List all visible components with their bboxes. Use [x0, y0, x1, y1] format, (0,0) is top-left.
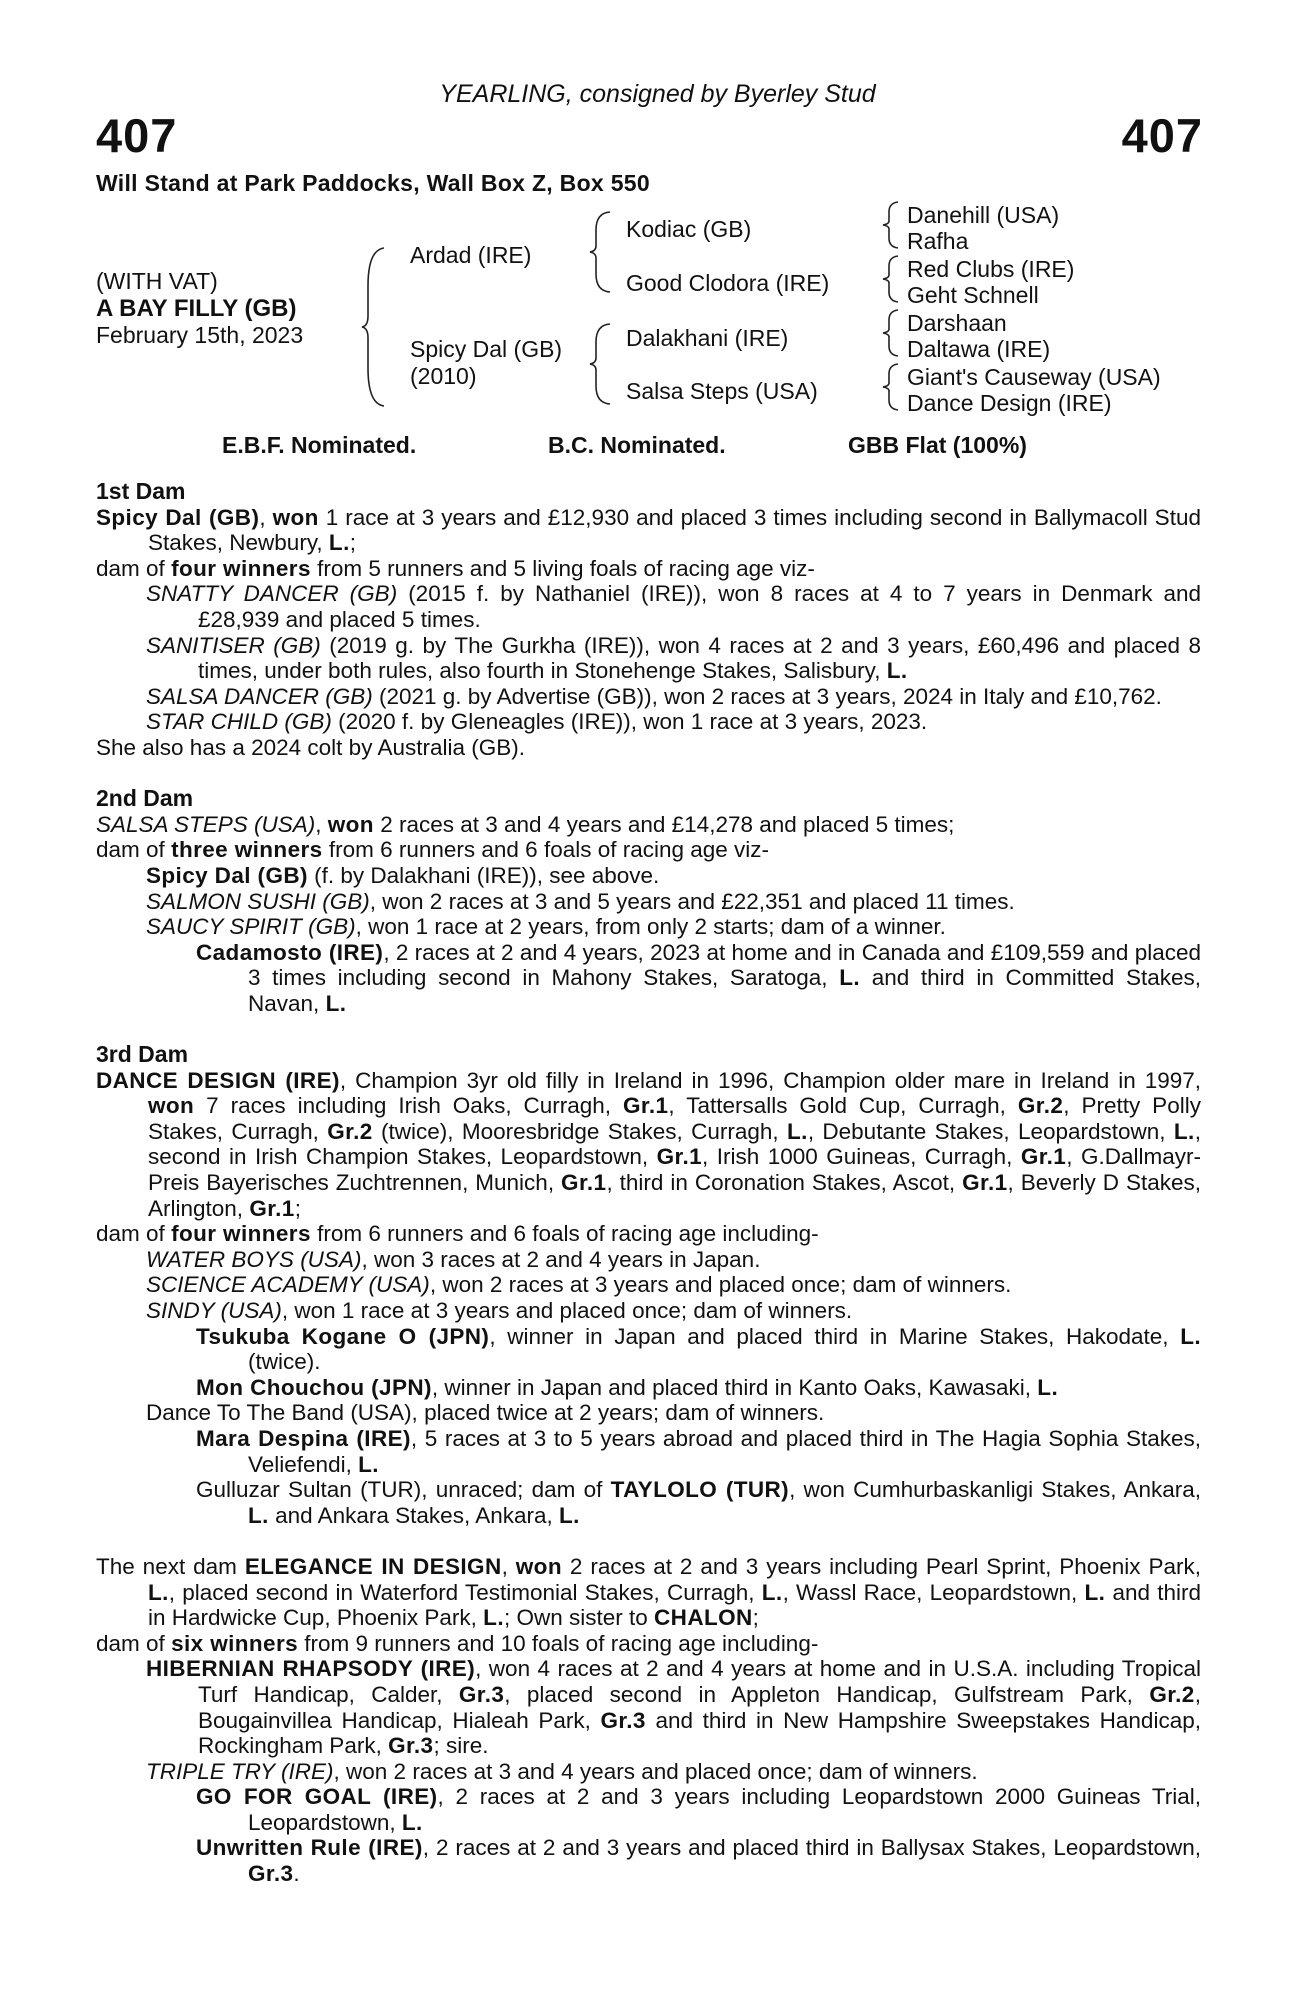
- ggp-7: Giant's Causeway (USA): [907, 364, 1161, 390]
- dam-name: Spicy Dal (GB): [410, 336, 563, 362]
- third-dam-produce-3: SINDY (USA), won 1 race at 3 years and placed once; dam of winners.: [146, 1298, 853, 1323]
- ebf-nomination: E.B.F. Nominated.: [222, 432, 417, 458]
- first-dam-produce-4: STAR CHILD (GB) (2020 f. by Gleneagles (IRE)), won 1 race at 3 years, 2023.: [146, 709, 928, 735]
- first-dam-produce-2: SANITISER (GB) (2019 g. by The Gurkha (IRE)), won 4 races at 2 and 3 years, £60,496 and placed 8 times, under both rules, also fourth in Stonehenge Stakes, Salisbury, L.: [146, 632, 1201, 684]
- dam-sire: Dalakhani (IRE): [626, 325, 789, 351]
- pedigree-brace-ggp4: [880, 362, 906, 412]
- third-dam-produce-4: Dance To The Band (USA), placed twice at 2 years; dam of winners.: [146, 1400, 825, 1426]
- sire-name: Ardad (IRE): [410, 242, 532, 268]
- ggp-2: Rafha: [907, 228, 969, 254]
- third-dam-grandproduce-3: Mara Despina (IRE), 5 races at 3 to 5 years abroad and placed third in The Hagia Sophia Stakes, Veliefendi, L.: [196, 1425, 1202, 1477]
- stand-location: Will Stand at Park Paddocks, Wall Box Z, Box 550: [96, 170, 650, 196]
- second-dam-produce-1: Spicy Dal (GB) (f. by Dalakhani (IRE)), see above.: [146, 862, 660, 888]
- pedigree-brace-ggp1: [880, 200, 906, 250]
- catalogue-body: [96, 479, 1201, 1887]
- ggp-6: Daltawa (IRE): [907, 336, 1051, 362]
- third-dam-produce-2: SCIENCE ACADEMY (USA), won 2 races at 3 years and placed once; dam of winners.: [146, 1272, 1012, 1298]
- ggp-8: Dance Design (IRE): [907, 390, 1112, 416]
- dam-year: (2010): [410, 363, 477, 389]
- first-dam-record: Spicy Dal (GB), won 1 race at 3 years and £12,930 and placed 3 times including second in Ballymacoll Stud Stakes, Newbury, L.;: [96, 504, 1201, 556]
- foaling-date: February 15th, 2023: [96, 322, 304, 348]
- first-dam-produce-1: SNATTY DANCER (GB) (2015 f. by Nathaniel (IRE)), won 8 races at 4 to 7 years in Denmark and £28,939 and placed 5 times.: [146, 581, 1201, 632]
- second-dam-produce-3: SAUCY SPIRIT (GB), won 1 race at 2 years, from only 2 starts; dam of a winner.: [146, 914, 946, 940]
- first-dam-also: She also has a 2024 colt by Australia (GB).: [96, 734, 525, 760]
- next-dam-grandproduce-2: Unwritten Rule (IRE), 2 races at 2 and 3 years and placed third in Ballysax Stakes, Leopardstown, Gr.3.: [196, 1835, 1202, 1887]
- third-dam-grandproduce-1: Tsukuba Kogane O (JPN), winner in Japan and placed third in Marine Stakes, Hakodate, L. (twice).: [196, 1323, 1201, 1375]
- next-dam-produce-1: HIBERNIAN RHAPSODY (IRE), won 4 races at 2 and 4 years at home and in U.S.A. including Tropical Turf Handicap, Calder, Gr.3, placed second in Appleton Handicap, Gulfstream Park, Gr.2, Bougainvillea Handicap, Hialeah Park, Gr.3 and third in New Hampshire Sweepstakes Handicap, Rockingham Park, Gr.3; sire.: [146, 1656, 1201, 1759]
- subject-name: A BAY FILLY (GB): [96, 295, 297, 322]
- second-dam-grandproduce-1: Cadamosto (IRE), 2 races at 2 and 4 years, 2023 at home and in Canada and £109,559 and placed 3 times including second in Mahony Stakes, Saratoga, L. and third in Committed Stakes, Navan, L.: [196, 939, 1202, 1016]
- sire-dam: Good Clodora (IRE): [626, 270, 830, 296]
- second-dam-heading: 2nd Dam: [96, 785, 194, 812]
- first-dam-produce-summary: dam of four winners from 5 runners and 5 living foals of racing age viz-: [96, 555, 815, 581]
- pedigree-brace-dam: [588, 322, 618, 406]
- second-dam-produce-summary: dam of three winners from 6 runners and 6 foals of racing age viz-: [96, 837, 770, 863]
- gbb-flat: GBB Flat (100%): [848, 432, 1027, 458]
- third-dam-grandproduce-2: Mon Chouchou (JPN), winner in Japan and placed third in Kanto Oaks, Kawasaki, L.: [196, 1374, 1059, 1400]
- ggp-1: Danehill (USA): [907, 202, 1060, 228]
- next-dam-produce-2: TRIPLE TRY (IRE), won 2 races at 3 and 4 years and placed once; dam of winners.: [146, 1758, 978, 1784]
- sire-sire: Kodiac (GB): [626, 216, 752, 242]
- first-dam-heading: 1st Dam: [96, 478, 186, 504]
- first-dam-produce-3: SALSA DANCER (GB) (2021 g. by Advertise (GB)), won 2 races at 3 years, 2024 in Italy and £10,762.: [146, 683, 1162, 709]
- third-dam-record: DANCE DESIGN (IRE), Champion 3yr old filly in Ireland in 1996, Champion older mare in Ireland in 1997, won 7 races including Irish Oaks, Curragh, Gr.1, Tattersalls Gold Cup, Curragh, Gr.2, Pretty Polly Stakes, Curragh, Gr.2 (twice), Mooresbridge Stakes, Curragh, L., Debutante Stakes, Leopardstown, L., second in Irish Champion Stakes, Leopardstown, Gr.1, Irish 1000 Guineas, Curragh, Gr.1, G.Dallmayr-Preis Bayerisches Zuchtrennen, Munich, Gr.1, third in Coronation Stakes, Ascot, Gr.1, Beverly D Stakes, Arlington, Gr.1;: [96, 1067, 1201, 1221]
- ggp-3: Red Clubs (IRE): [907, 256, 1075, 282]
- third-dam-produce-summary: dam of four winners from 6 runners and 6 foals of racing age including-: [96, 1221, 819, 1247]
- dam-dam: Salsa Steps (USA): [626, 378, 818, 404]
- pedigree-brace-sire: [588, 210, 618, 294]
- third-dam-grandproduce-4: Gulluzar Sultan (TUR), unraced; dam of TAYLOLO (TUR), won Cumhurbaskanligi Stakes, Ankara, L. and Ankara Stakes, Ankara, L.: [196, 1477, 1201, 1528]
- next-dam-produce-summary: dam of six winners from 9 runners and 10 foals of racing age including-: [96, 1630, 819, 1656]
- second-dam-produce-2: SALMON SUSHI (GB), won 2 races at 3 and 5 years and £22,351 and placed 11 times.: [146, 888, 1015, 914]
- next-dam-record: The next dam ELEGANCE IN DESIGN, won 2 races at 2 and 3 years including Pearl Sprint, Phoenix Park, L., placed second in Waterford Testimonial Stakes, Curragh, L., Wassl Race, Leopardstown, L. and third in Hardwicke Cup, Phoenix Park, L.; Own sister to CHALON;: [96, 1553, 1201, 1631]
- third-dam-produce-1: WATER BOYS (USA), won 3 races at 2 and 4 years in Japan.: [146, 1246, 761, 1272]
- vat-label: (WITH VAT): [96, 268, 218, 294]
- pedigree-brace-ggp2: [880, 254, 906, 304]
- lot-number-right: 407: [1121, 109, 1203, 162]
- third-dam-heading: 3rd Dam: [96, 1041, 189, 1068]
- second-dam-record: SALSA STEPS (USA), won 2 races at 3 and 4 years and £14,278 and placed 5 times;: [96, 811, 955, 837]
- next-dam-grandproduce-1: GO FOR GOAL (IRE), 2 races at 2 and 3 years including Leopardstown 2000 Guineas Trial, Leopardstown, L.: [196, 1784, 1201, 1835]
- consignment-line: YEARLING, consigned by Byerley Stud: [439, 80, 876, 108]
- ggp-4: Geht Schnell: [907, 282, 1039, 308]
- bc-nomination: B.C. Nominated.: [548, 432, 726, 458]
- ggp-5: Darshaan: [907, 310, 1007, 336]
- pedigree-brace-ggp3: [880, 308, 906, 358]
- pedigree-brace-main: [360, 246, 394, 408]
- lot-number-left: 407: [96, 109, 178, 162]
